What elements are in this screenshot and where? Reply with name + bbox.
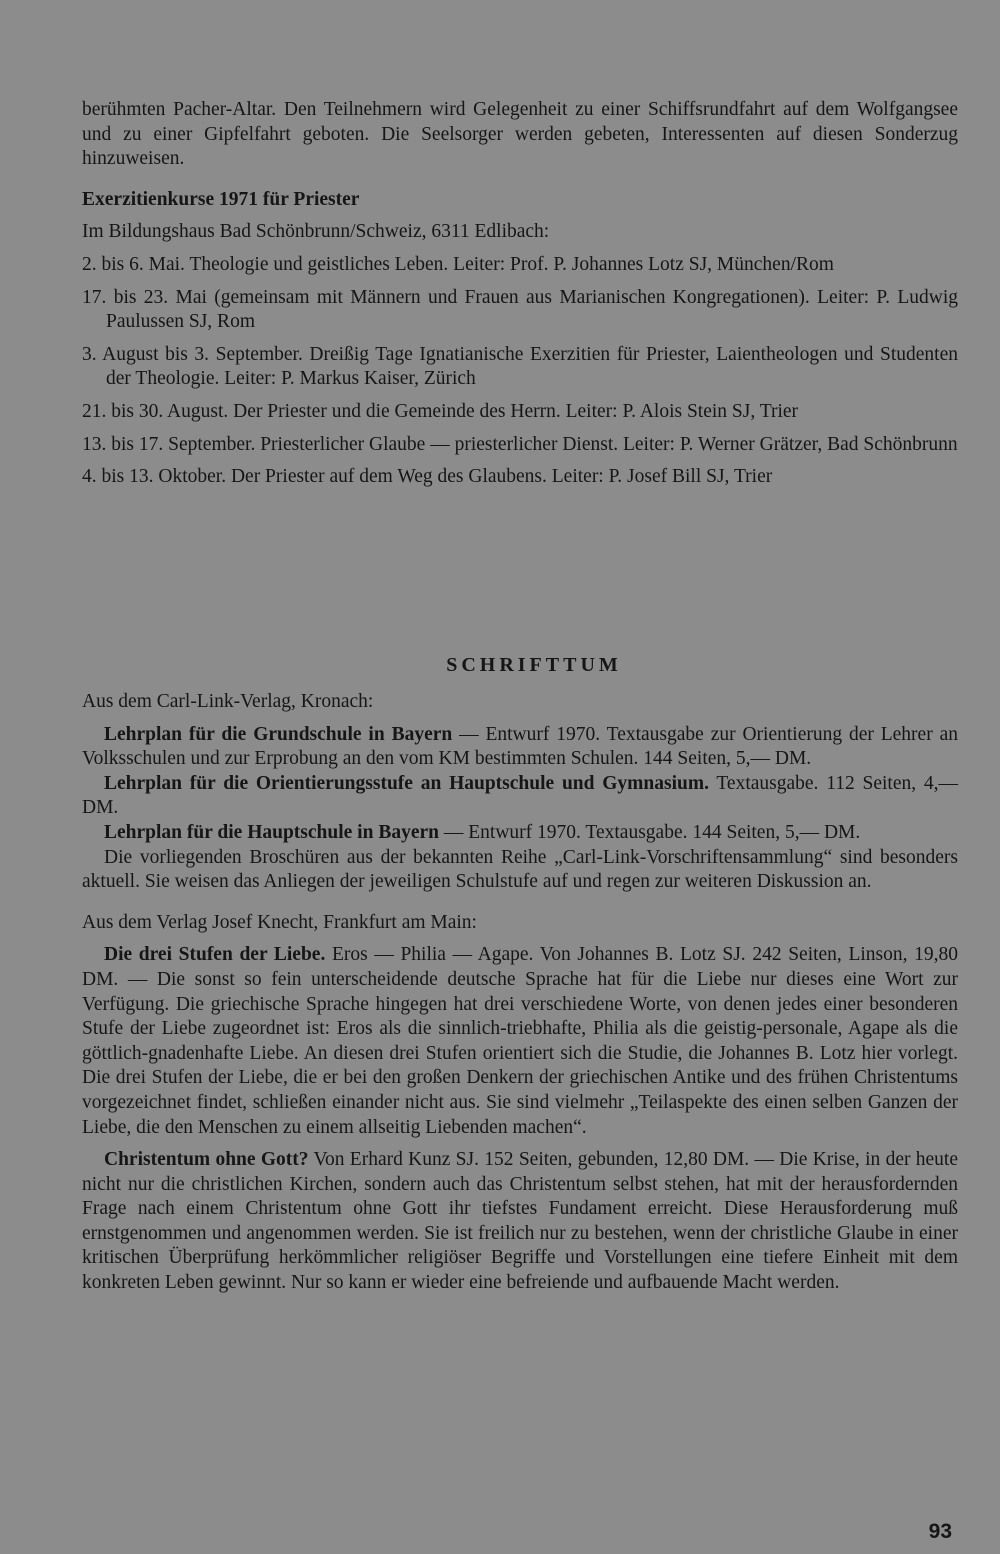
exerzitien-location: Im Bildungshaus Bad Schönbrunn/Schweiz, 6311 Edlibach: — [82, 221, 550, 243]
book-description: Von Erhard Kunz SJ. 152 Seiten, gebunden, 12,80 DM. — Die Krise, in der heute nicht nur die christlichen Kirchen, sondern auch das Christentum selbst stehen, hat mit der herausfordernden Frage nach einem Christentum ohne Gott ihr tiefstes Fundament erreicht. Diese Herausforderung muß ernstgenommen und angenommen werden. Sie ist freilich nur zu bestehen, wenn der christliche Glaube in einer kritischen Überprüfung herkömmlicher religiöser Begriffe und Vorstellungen eine tiefere Einheit mit dem konkreten Leben gewinnt. Nur so kann er wieder eine befreiende und aufbauende Macht werden. — [82, 1149, 958, 1294]
section-title-schrifttum: SCHRIFTTUM — [446, 654, 622, 676]
publisher-knecht: Aus dem Verlag Josef Knecht, Frankfurt am Main: — [82, 911, 477, 933]
page-number: 93 — [928, 1520, 952, 1543]
review-carl-link: Die vorliegenden Broschüren aus der bekannten Reihe „Carl-Link-Vorschriftensammlung“ sind besonders aktuell. Sie weisen das Anliegen der jeweiligen Schulstufe auf und regen zur weiteren Diskussion an. — [82, 846, 958, 893]
book-description: Textausgabe. 112 Seiten, 4,— DM. — [82, 772, 958, 819]
course-item: 17. bis 23. Mai (gemeinsam mit Männern und Frauen aus Marianischen Kongregationen). Leiter: P. Ludwig Paulussen SJ, Rom — [82, 286, 958, 333]
publisher-carl-link: Aus dem Carl-Link-Verlag, Kronach: — [82, 691, 374, 712]
book-description: — Entwurf 1970. Textausgabe zur Orientierung der Lehrer an Volksschulen und zur Erprobung an den vom KM bestimmten Schulen. 144 Seiten, 5,— DM. — [82, 723, 958, 770]
book-entry-grundschule — [82, 723, 958, 772]
course-item: 13. bis 17. September. Priesterlicher Glaube — priesterlicher Dienst. Leiter: P. Werner Grätzer, Bad Schönbrunn — [82, 433, 958, 455]
book-description: — Entwurf 1970. Textausgabe. 144 Seiten, 5,— DM. — [439, 821, 861, 843]
course-item: 21. bis 30. August. Der Priester und die Gemeinde des Herrn. Leiter: P. Alois Stein SJ, Trier — [82, 400, 799, 422]
book-entry-christentum-ohne-gott — [82, 1148, 958, 1296]
book-description: Eros — Philia — Agape. Von Johannes B. Lotz SJ. 242 Seiten, Linson, 19,80 DM. — Die sonst so fein unterscheidende deutsche Sprache hat für die Liebe nur dieses eine Wort zur Verfügung. Die griechische Sprache hingegen hat drei verschiedene Worte, von denen jedes einer besonderen Stufe der Liebe zugeordnet ist: Eros als die sinnlich-triebhafte, Philia als die geistig-personale, Agape als die göttlich-gnadenhafte Liebe. An diesen drei Stufen orientiert sich die Studie, die Johannes B. Lotz hier vorlegt. Die drei Stufen der Liebe, die er bei den großen Denkern der griechischen Antike und des frühen Christentums vorgezeichnet findet, schließen einander nicht aus. Sie sind vielmehr „Teilaspekte des einen selben Ganzen der Liebe, die den Menschen zu einem allseitig Liebenden machen“. — [82, 944, 958, 1138]
course-item: 3. August bis 3. September. Dreißig Tage Ignatianische Exerzitien für Priester, Laientheologen und Studenten der Theologie. Leiter: P. Markus Kaiser, Zürich — [82, 343, 958, 390]
course-item: 2. bis 6. Mai. Theologie und geistliches Leben. Leiter: Prof. P. Johannes Lotz SJ, München/Rom — [82, 253, 834, 275]
book-title: Lehrplan für die Orientierungsstufe an Hauptschule und Gymnasium. — [104, 772, 709, 794]
page-body — [82, 98, 958, 1294]
book-title: Die drei Stufen der Liebe. — [104, 944, 326, 966]
book-entry-stufen-der-liebe — [82, 943, 958, 1140]
book-entry-hauptschule — [82, 821, 958, 846]
course-item: 4. bis 13. Oktober. Der Priester auf dem Weg des Glaubens. Leiter: P. Josef Bill SJ, Trier — [82, 466, 773, 488]
exerzitien-heading: Exerzitienkurse 1971 für Priester — [82, 188, 360, 210]
intro-paragraph: berühmten Pacher-Altar. Den Teilnehmern wird Gelegenheit zu einer Schiffsrundfahrt auf dem Wolfgangsee und zu einer Gipfelfahrt geboten. Die Seelsorger werden gebeten, Interessenten auf diesen Sonderzug hinzuweisen. — [82, 99, 958, 170]
book-entry-orientierungsstufe — [82, 772, 958, 821]
schrifttum-section — [82, 690, 958, 1296]
book-title: Lehrplan für die Hauptschule in Bayern — [104, 821, 439, 843]
book-title: Christentum ohne Gott? — [104, 1149, 309, 1171]
book-title: Lehrplan für die Grundschule in Bayern — [104, 723, 453, 745]
